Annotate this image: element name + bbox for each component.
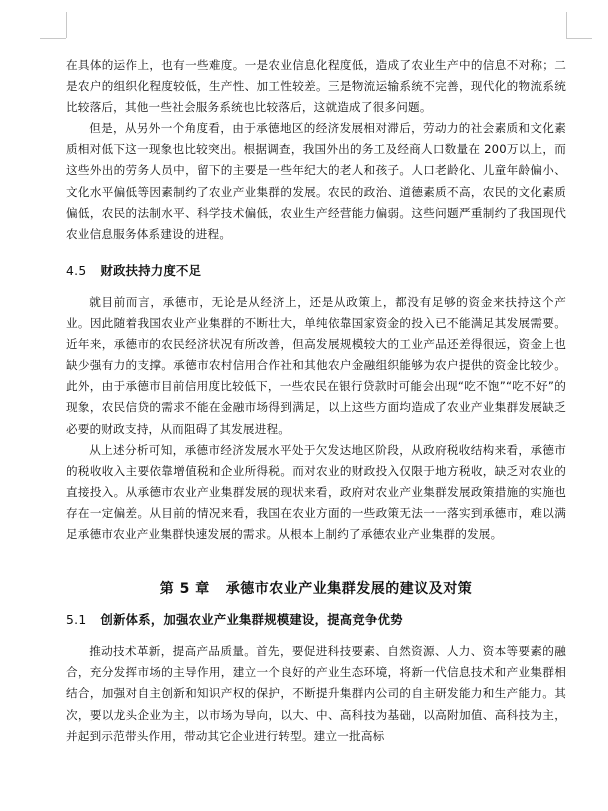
section-title: 财政扶持力度不足 (100, 263, 202, 278)
chapter-number: 第 5 章 (159, 581, 210, 598)
section-number: 4.5 (66, 263, 87, 278)
chapter-heading (66, 579, 566, 600)
chapter-title: 承德市农业产业集群发展的建议及对策 (225, 581, 473, 598)
section-heading-4-5 (66, 261, 566, 282)
section-heading-5-1 (66, 610, 566, 631)
paragraph-continued: 在具体的运作上，也有一些难度。一是农业信息化程度低，造成了农业生产中的信息不对称；二是农户的组织化程度较低，生产性、加工性较差。三是物流运输系统不完善，现代化的物流系统比较落后，其他一些社会服务系统也比较落后，这就造成了很多问题。 (66, 58, 566, 115)
paragraph: 推动技术革新，提高产品质量。首先，要促进科技要素、自然资源、人力、资本等要素的融合，充分发挥市场的主导作用，建立一个良好的产业生态环境，将新一代信息技术和产业集群相结合，加强对自主创新和知识产权的保护，不断提升集群内公司的自主研发能力和生产能力。其次，要以龙头企业为主，以市场为导向，以大、中、高科技为基础，以高附加值、高科技为主，并起到示范带头作用，带动其它企业进行转型。建立一批高标 (66, 644, 566, 743)
section-number: 5.1 (66, 613, 87, 628)
crop-mark-top-right-v (566, 12, 567, 38)
paragraph: 就目前而言，承德市，无论是从经济上，还是从政策上，都没有足够的资金来扶持这个产业。因此随着我国农业产业集群的不断壮大，单纯依靠国家资金的投入已不能满足其发展需要。近年来，承德市的农民经济状况有所改善，但高发展规模较大的工业产品还差得很远，资金上也缺少强有力的支撑。承德市农村信用合作社和其他农户金融组织能够为农户提供的资金比较少。此外，由于承德市目前信用度比较低下，一些农民在银行贷款时可能会出现“吃不饱”“吃不好”的现象，农民信贷的需求不能在金融市场得到满足，以上这些方面均造成了农业产业集群发展缺乏必要的财政支持，从而阻碍了其发展进程。 (66, 294, 566, 436)
paragraph: 从上述分析可知，承德市经济发展水平处于欠发达地区阶段，从政府税收结构来看，承德市的税收收入主要依靠增值税和企业所得税。而对农业的财政投入仅限于地方税收，缺乏对农业的直接投入。从承德市农业产业集群发展的现状来看，政府对农业产业集群发展政策措施的实施也存在一定偏差。从目前的情况来看，我国在农业方面的一些政策无法一一落实到承德市，难以满足承德市农业产业集群快速发展的需求。从根本上制约了承德农业产业集群的发展。 (66, 442, 566, 541)
document-body (66, 55, 566, 747)
crop-mark-top-left-v (66, 12, 67, 38)
crop-mark-top-left-h (40, 38, 66, 39)
section-title: 创新体系，加强农业产业集群规模建设，提高竞争优势 (100, 613, 403, 628)
paragraph: 但是，从另外一个角度看，由于承德地区的经济发展相对滞后，劳动力的社会素质和文化素质相对低下这一现象也比较突出。根据调查，我国外出的务工及经商人口数量在 200万以上，而这些外出的劳务人员中，留下的主要是一些年纪大的老人和孩子。人口老龄化、儿童年龄偏小、文化水平偏低等因素制约了农业产业集群的发展。农民的政治、道德素质不高，农民的文化素质偏低，农民的法制水平、科学技术偏低，农业生产经营能力偏弱。这些问题严重制约了我国现代农业信息服务体系建设的进程。 (66, 121, 566, 241)
crop-mark-top-right-h (566, 38, 592, 39)
